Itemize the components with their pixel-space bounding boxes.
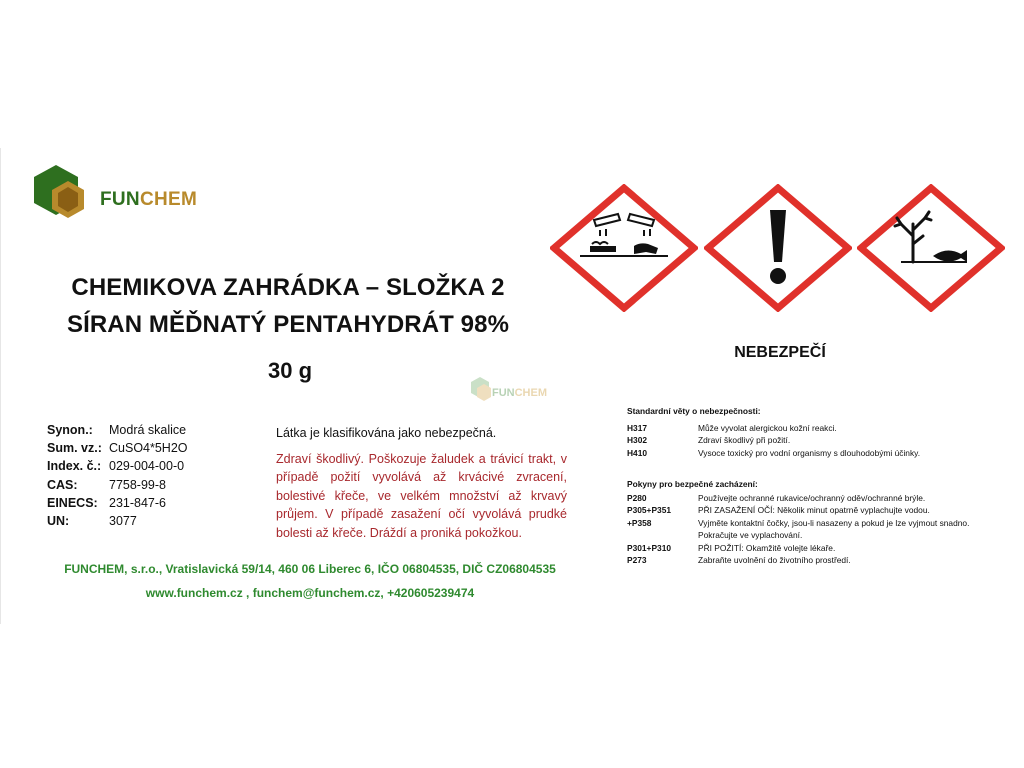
company-info: FUNCHEM, s.r.o., Vratislavická 59/14, 460 06 Liberec 6, IČO 06804535, DIČ CZ06804535 (64, 562, 556, 576)
statement-code: H410 (627, 447, 648, 458)
exclamation-icon (704, 184, 852, 312)
logo-wordmark (100, 189, 197, 211)
hazard-statements-list (627, 422, 987, 459)
statement-code: +P358 (627, 517, 652, 528)
statement-text: Vyjměte kontaktní čočky, jsou-li nasazeny a pokud je lze vyjmout snadno. Pokračujte ve vyplachování. (698, 517, 970, 541)
property-value: CuSO4*5H2O (109, 441, 188, 456)
precaution-statement (627, 504, 987, 516)
signal-word: NEBEZPEČÍ (734, 344, 826, 361)
statement-code: P280 (627, 493, 647, 503)
property-row (47, 421, 188, 439)
property-row (47, 457, 188, 475)
statement-text: PŘI POŽITÍ: Okamžitě volejte lékaře. (698, 542, 836, 553)
property-value: 231-847-6 (109, 495, 166, 510)
logo-chem: CHEM (139, 189, 198, 210)
hexagon-logo-icon (32, 163, 96, 223)
property-label: EINECS: (47, 495, 98, 510)
statement-text: Zabraňte uvolnění do životního prostředí. (698, 555, 851, 566)
funchem-logo (32, 163, 212, 223)
property-label: UN: (47, 514, 70, 529)
hazard-statement (627, 447, 987, 459)
statement-text: Může vyvolat alergickou kožní reakci. (698, 423, 837, 433)
environment-icon (857, 184, 1005, 312)
property-label: CAS: (47, 477, 78, 492)
label-edge (0, 148, 1, 624)
property-value: Modrá skalice (109, 423, 187, 437)
properties-list (47, 421, 188, 530)
watermark-hexagon-icon (470, 375, 492, 405)
precaution-statement (627, 517, 987, 542)
property-label: Sum. vz.: (47, 441, 102, 456)
funchem-watermark (470, 375, 580, 411)
precautions-list (627, 492, 987, 566)
statement-text: Vysoce toxický pro vodní organismy s dlouhodobými účinky. (698, 447, 921, 458)
statement-text: PŘI ZASAŽENÍ OČÍ: Několik minut opatrně vyplachujte vodou. (698, 505, 930, 516)
property-value: 7758-99-8 (109, 477, 166, 492)
precaution-statement (627, 492, 987, 504)
property-value: 029-004-00-0 (109, 459, 185, 474)
watermark-fun: FUN (492, 387, 515, 399)
statement-code: P301+P310 (627, 542, 672, 553)
statement-text: Používejte ochranné rukavice/ochranný oděv/ochranné brýle. (698, 493, 926, 503)
hazard-description: Zdraví škodlivý. Poškozuje žaludek a trávicí trakt, v případě požití vyvolává až krvácivé zvracení, bolestivé křeče, ve velkém množství až krvavý průjem. V případě zasažení očí vyvolává prudké bolesti až křeče. Dráždí a proniká pokožkou. (276, 452, 567, 540)
property-label: Synon.: (47, 423, 93, 437)
precautions-title: Pokyny pro bezpečné zacházení: (627, 479, 758, 489)
precaution-statement (627, 554, 987, 566)
statement-code: P273 (627, 555, 647, 566)
property-value: 3077 (109, 514, 137, 529)
statement-code: H317 (627, 423, 648, 433)
property-row (47, 494, 188, 512)
corrosion-icon (550, 184, 698, 312)
watermark-wordmark (492, 387, 547, 399)
contact-info: www.funchem.cz , funchem@funchem.cz, +420605239474 (145, 586, 475, 600)
property-row (47, 512, 188, 530)
statement-code: H302 (627, 435, 648, 446)
product-weight: 30 g (267, 358, 313, 383)
property-row (47, 439, 188, 457)
hazard-statement (627, 434, 987, 446)
classification-note: Látka je klasifikována jako nebezpečná. (276, 426, 497, 440)
property-label: Index. č.: (47, 459, 102, 474)
product-title-line2: SÍRAN MĚĎNATÝ PENTAHYDRÁT 98% (66, 311, 510, 338)
statement-code: P305+P351 (627, 505, 672, 516)
property-row (47, 476, 188, 494)
hazard-statements-title: Standardní věty o nebezpečnosti: (627, 406, 761, 416)
product-title-line1: CHEMIKOVA ZAHRÁDKA – SLOŽKA 2 (71, 274, 505, 301)
hazard-statement (627, 422, 987, 434)
logo-fun: FUN (100, 189, 140, 210)
watermark-chem: CHEM (514, 387, 547, 399)
precaution-statement (627, 542, 987, 554)
statement-text: Zdraví škodlivý při požití. (698, 435, 791, 446)
